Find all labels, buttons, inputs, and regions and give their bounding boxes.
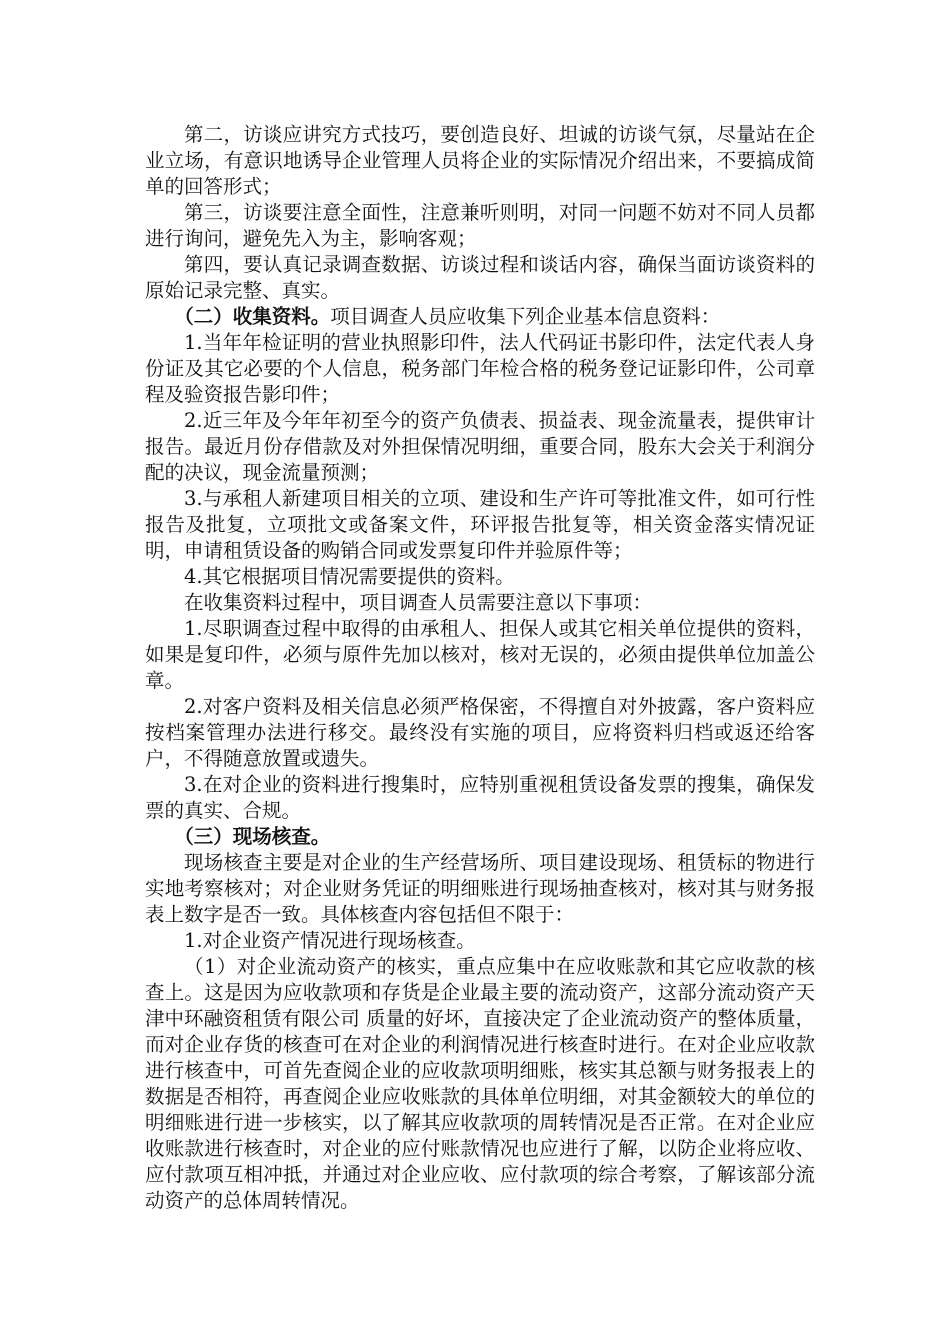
- paragraph-interview-point-2: 第二，访谈应讲究方式技巧，要创造良好、坦诚的访谈气氛，尽量站在企业立场，有意识地诱导企业管理人员将企业的实际情况介绍出来，不要搞成简单的回答形式；: [145, 123, 815, 198]
- list-item-notes-1: 1.尽职调查过程中取得的由承租人、担保人或其它相关单位提供的资料，如果是复印件，必须与原件先加以核对，核对无误的，必须由提供单位加盖公章。: [145, 617, 815, 692]
- list-item-materials-4: 4.其它根据项目情况需要提供的资料。: [184, 565, 515, 588]
- section-heading-site-verification: （三）现场核查。: [174, 825, 331, 848]
- paragraph-current-assets: （1）对企业流动资产的核实，重点应集中在应收账款和其它应收款的核查上。这是因为应收款项和存货是企业最主要的流动资产，这部分流动资产天津中环融资租赁有限公司 质量的好坏，直接决定了企业流动资产的整体质量，而对企业存货的核查可在对企业的利润情况进行核查时进行。在对企业应收款进行核查中，可首先查阅企业的应收款项明细账，核实其总额与财务报表上的数据是否相符，再查阅企业应收账款的具体单位明细，对其金额较大的单位的明细账进行进一步核实，以了解其应收款项的周转情况是否正常。在对企业应收账款进行核查时，对企业的应付账款情况也应进行了解，以防企业将应收、应付款项互相冲抵，并通过对企业应收、应付款项的综合考察，了解该部分流动资产的总体周转情况。: [145, 955, 815, 1212]
- list-item-notes-3: 3.在对企业的资料进行搜集时，应特别重视租赁设备发票的搜集，确保发票的真实、合规。: [145, 773, 815, 822]
- list-item-site-verification-1: 1.对企业资产情况进行现场核查。: [184, 929, 476, 952]
- list-item-notes-2: 2.对客户资料及相关信息必须严格保密，不得擅自对外披露，客户资料应按档案管理办法进行移交。最终没有实施的项目，应将资料归档或返还给客户，不得随意放置或遗失。: [145, 695, 815, 770]
- paragraph-interview-point-3: 第三，访谈要注意全面性，注意兼听则明，对同一问题不妨对不同人员都进行询问，避免先入为主，影响客观；: [145, 201, 815, 250]
- list-item-materials-1: 1.当年年检证明的营业执照影印件，法人代码证书影印件，法定代表人身份证及其它必要的个人信息，税务部门年检合格的税务登记证影印件，公司章程及验资报告影印件；: [145, 331, 815, 406]
- list-item-materials-3: 3.与承租人新建项目相关的立项、建设和生产许可等批准文件，如可行性报告及批复，立项批文或备案文件，环评报告批复等，相关资金落实情况证明，申请租赁设备的购销合同或发票复印件并验原件等；: [145, 487, 815, 562]
- section-heading-collect-materials: （二）收集资料。: [174, 305, 331, 328]
- paragraph-site-verification-intro: 现场核查主要是对企业的生产经营场所、项目建设现场、租赁标的物进行实地考察核对；对企业财务凭证的明细账进行现场抽查核对，核对其与财务报表上数字是否一致。具体核查内容包括但不限于：: [145, 851, 815, 926]
- list-item-materials-2: 2.近三年及今年年初至今的资产负债表、损益表、现金流量表，提供审计报告。最近月份存借款及对外担保情况明细，重要合同，股东大会关于利润分配的决议，现金流量预测；: [145, 409, 815, 484]
- section-intro-collect-materials: 项目调查人员应收集下列企业基本信息资料：: [330, 305, 721, 328]
- document-body: [145, 122, 815, 1214]
- section-collect-materials: [145, 304, 815, 330]
- paragraph-interview-point-4: 第四，要认真记录调查数据、访谈过程和谈话内容，确保当面访谈资料的原始记录完整、真实。: [145, 253, 815, 302]
- paragraph-collection-notes-intro: 在收集资料过程中，项目调查人员需要注意以下事项：: [184, 591, 653, 614]
